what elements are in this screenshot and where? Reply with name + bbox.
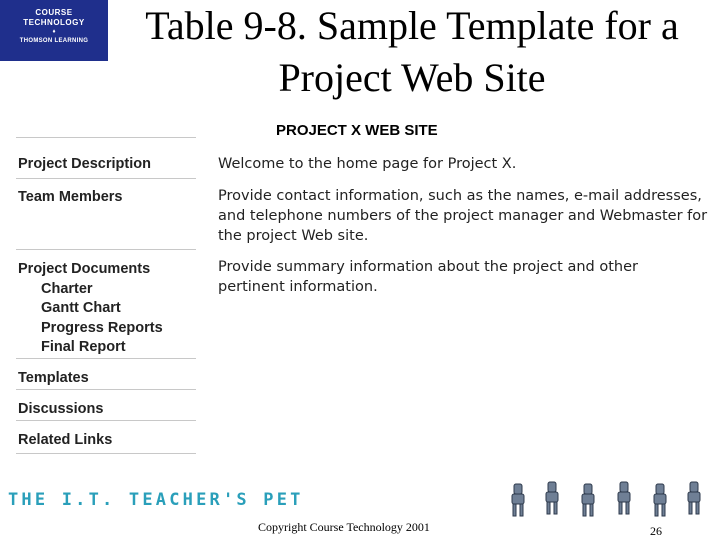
site-nav <box>16 137 196 454</box>
nav-item-templates[interactable]: Templates <box>18 370 89 386</box>
summary-info-text <box>218 257 708 297</box>
nav-item-project-description[interactable]: Project Description <box>18 156 151 172</box>
site-heading: PROJECT X WEB SITE <box>276 122 438 139</box>
summary-info-line-2: pertinent information. <box>218 279 378 295</box>
logo-line-course: COURSE <box>35 8 73 17</box>
logo-line-thomson: THOMSON LEARNING <box>19 38 89 44</box>
page-number: 26 <box>650 524 662 538</box>
nav-item-discussions[interactable]: Discussions <box>18 401 104 417</box>
slide-title-line-1: Table 9-8. Sample Template for a <box>145 3 679 48</box>
nav-group-project-documents <box>16 250 196 358</box>
contact-info-line-3: the project Web site. <box>218 228 369 244</box>
nav-item-related-links[interactable]: Related Links <box>18 432 113 448</box>
slide-title <box>110 0 714 104</box>
nav-item-charter[interactable]: Charter <box>41 280 93 297</box>
logo-divider-icon: ♦ <box>52 29 56 35</box>
copyright-text: Copyright Course Technology 2001 <box>258 520 430 534</box>
nav-item-team-members[interactable]: Team Members <box>18 189 123 205</box>
nav-item-final-report[interactable]: Final Report <box>41 339 126 355</box>
summary-info-line-1: Provide summary information about the project and other <box>218 259 638 275</box>
slide-title-line-2: Project Web Site <box>278 55 546 100</box>
contact-info-text <box>218 186 708 246</box>
logo-line-technology: TECHNOLOGY <box>23 18 85 27</box>
contact-info-line-1: Provide contact information, such as the names, e-mail addresses, <box>218 188 702 204</box>
robot-dogs-graphic <box>500 478 710 518</box>
nav-divider <box>16 453 196 454</box>
teachers-pet-banner: THE I.T. TEACHER'S PET <box>8 490 304 510</box>
nav-item-gantt-chart[interactable]: Gantt Chart <box>41 300 121 316</box>
nav-item-project-documents[interactable]: Project Documents <box>18 261 151 277</box>
course-technology-logo <box>0 0 108 61</box>
welcome-text: Welcome to the home page for Project X. <box>218 156 517 172</box>
nav-item-progress-reports[interactable]: Progress Reports <box>41 319 163 336</box>
contact-info-line-2: and telephone numbers of the project manager and Webmaster for <box>218 208 708 224</box>
